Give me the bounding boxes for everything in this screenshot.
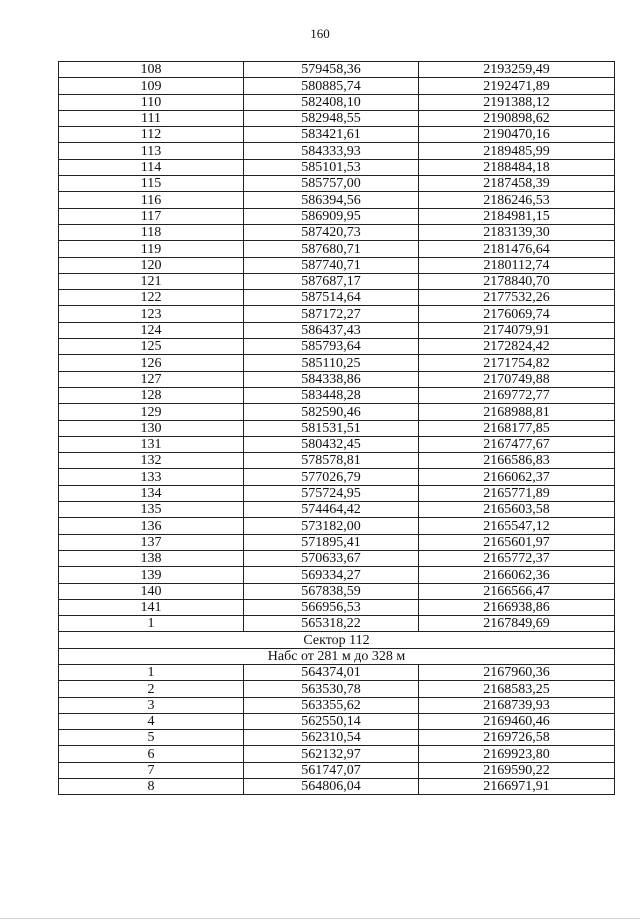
x-coordinate-cell: 585757,00 — [244, 176, 419, 192]
table-row — [59, 78, 615, 94]
y-coordinate-cell: 2168739,93 — [419, 697, 615, 713]
y-coordinate-cell: 2180112,74 — [419, 257, 615, 273]
point-number-cell: 110 — [59, 94, 244, 110]
x-coordinate-cell: 580432,45 — [244, 436, 419, 452]
x-coordinate-cell: 586437,43 — [244, 322, 419, 338]
table-row — [59, 599, 615, 615]
table-row — [59, 616, 615, 632]
x-coordinate-cell: 569334,27 — [244, 567, 419, 583]
y-coordinate-cell: 2165771,89 — [419, 485, 615, 501]
point-number-cell: 118 — [59, 224, 244, 240]
y-coordinate-cell: 2169726,58 — [419, 730, 615, 746]
y-coordinate-cell: 2166938,86 — [419, 599, 615, 615]
x-coordinate-cell: 567838,59 — [244, 583, 419, 599]
y-coordinate-cell: 2181476,64 — [419, 241, 615, 257]
x-coordinate-cell: 586909,95 — [244, 208, 419, 224]
x-coordinate-cell: 563355,62 — [244, 697, 419, 713]
x-coordinate-cell: 582948,55 — [244, 110, 419, 126]
table-row — [59, 224, 615, 240]
x-coordinate-cell: 573182,00 — [244, 518, 419, 534]
x-coordinate-cell: 574464,42 — [244, 502, 419, 518]
point-number-cell: 126 — [59, 355, 244, 371]
table-row — [59, 176, 615, 192]
table-row — [59, 371, 615, 387]
point-number-cell: 139 — [59, 567, 244, 583]
y-coordinate-cell: 2169590,22 — [419, 762, 615, 778]
table-row — [59, 762, 615, 778]
height-range-label: Набс от 281 м до 328 м — [59, 648, 615, 664]
table-row — [59, 583, 615, 599]
point-number-cell: 128 — [59, 387, 244, 403]
point-number-cell: 112 — [59, 127, 244, 143]
y-coordinate-cell: 2168177,85 — [419, 420, 615, 436]
point-number-cell: 6 — [59, 746, 244, 762]
x-coordinate-cell: 564806,04 — [244, 779, 419, 795]
x-coordinate-cell: 585793,64 — [244, 339, 419, 355]
y-coordinate-cell: 2166062,37 — [419, 469, 615, 485]
table-row — [59, 322, 615, 338]
x-coordinate-cell: 585110,25 — [244, 355, 419, 371]
point-number-cell: 130 — [59, 420, 244, 436]
point-number-cell: 133 — [59, 469, 244, 485]
sector-row — [59, 632, 615, 648]
y-coordinate-cell: 2169460,46 — [419, 713, 615, 729]
y-coordinate-cell: 2167849,69 — [419, 616, 615, 632]
x-coordinate-cell: 564374,01 — [244, 664, 419, 680]
point-number-cell: 127 — [59, 371, 244, 387]
table-row — [59, 469, 615, 485]
point-number-cell: 129 — [59, 404, 244, 420]
x-coordinate-cell: 586394,56 — [244, 192, 419, 208]
point-number-cell: 119 — [59, 241, 244, 257]
x-coordinate-cell: 562550,14 — [244, 713, 419, 729]
point-number-cell: 122 — [59, 290, 244, 306]
y-coordinate-cell: 2187458,39 — [419, 176, 615, 192]
y-coordinate-cell: 2169923,80 — [419, 746, 615, 762]
y-coordinate-cell: 2165772,37 — [419, 550, 615, 566]
x-coordinate-cell: 563530,78 — [244, 681, 419, 697]
point-number-cell: 121 — [59, 273, 244, 289]
point-number-cell: 125 — [59, 339, 244, 355]
y-coordinate-cell: 2166062,36 — [419, 567, 615, 583]
table-row — [59, 159, 615, 175]
x-coordinate-cell: 562132,97 — [244, 746, 419, 762]
point-number-cell: 116 — [59, 192, 244, 208]
y-coordinate-cell: 2176069,74 — [419, 306, 615, 322]
point-number-cell: 135 — [59, 502, 244, 518]
x-coordinate-cell: 582408,10 — [244, 94, 419, 110]
x-coordinate-cell: 579458,36 — [244, 62, 419, 78]
table-row — [59, 241, 615, 257]
x-coordinate-cell: 580885,74 — [244, 78, 419, 94]
table-row — [59, 273, 615, 289]
point-number-cell: 2 — [59, 681, 244, 697]
table-row — [59, 713, 615, 729]
x-coordinate-cell: 584333,93 — [244, 143, 419, 159]
table-row — [59, 290, 615, 306]
point-number-cell: 140 — [59, 583, 244, 599]
x-coordinate-cell: 566956,53 — [244, 599, 419, 615]
y-coordinate-cell: 2171754,82 — [419, 355, 615, 371]
table-row — [59, 208, 615, 224]
x-coordinate-cell: 587740,71 — [244, 257, 419, 273]
table-row — [59, 339, 615, 355]
y-coordinate-cell: 2168988,81 — [419, 404, 615, 420]
x-coordinate-cell: 587420,73 — [244, 224, 419, 240]
table-row — [59, 127, 615, 143]
table-row — [59, 192, 615, 208]
x-coordinate-cell: 562310,54 — [244, 730, 419, 746]
y-coordinate-cell: 2174079,91 — [419, 322, 615, 338]
height-row — [59, 648, 615, 664]
table-row — [59, 436, 615, 452]
x-coordinate-cell: 565318,22 — [244, 616, 419, 632]
table-row — [59, 420, 615, 436]
table-row — [59, 257, 615, 273]
x-coordinate-cell: 575724,95 — [244, 485, 419, 501]
x-coordinate-cell: 571895,41 — [244, 534, 419, 550]
x-coordinate-cell: 570633,67 — [244, 550, 419, 566]
y-coordinate-cell: 2193259,49 — [419, 62, 615, 78]
point-number-cell: 138 — [59, 550, 244, 566]
point-number-cell: 134 — [59, 485, 244, 501]
y-coordinate-cell: 2178840,70 — [419, 273, 615, 289]
table-row — [59, 534, 615, 550]
y-coordinate-cell: 2170749,88 — [419, 371, 615, 387]
x-coordinate-cell: 582590,46 — [244, 404, 419, 420]
table-row — [59, 485, 615, 501]
table-row — [59, 404, 615, 420]
point-number-cell: 141 — [59, 599, 244, 615]
point-number-cell: 5 — [59, 730, 244, 746]
y-coordinate-cell: 2184981,15 — [419, 208, 615, 224]
y-coordinate-cell: 2166566,47 — [419, 583, 615, 599]
table-row — [59, 306, 615, 322]
y-coordinate-cell: 2186246,53 — [419, 192, 615, 208]
coordinates-table-body-top — [59, 62, 615, 632]
table-row — [59, 387, 615, 403]
point-number-cell: 137 — [59, 534, 244, 550]
table-row — [59, 94, 615, 110]
point-number-cell: 120 — [59, 257, 244, 273]
table-row — [59, 355, 615, 371]
table-row — [59, 664, 615, 680]
y-coordinate-cell: 2166586,83 — [419, 453, 615, 469]
table-row — [59, 681, 615, 697]
x-coordinate-cell: 583421,61 — [244, 127, 419, 143]
table-row — [59, 110, 615, 126]
table-row — [59, 779, 615, 795]
point-number-cell: 108 — [59, 62, 244, 78]
table-row — [59, 746, 615, 762]
point-number-cell: 123 — [59, 306, 244, 322]
y-coordinate-cell: 2191388,12 — [419, 94, 615, 110]
y-coordinate-cell: 2165601,97 — [419, 534, 615, 550]
y-coordinate-cell: 2172824,42 — [419, 339, 615, 355]
y-coordinate-cell: 2165603,58 — [419, 502, 615, 518]
point-number-cell: 117 — [59, 208, 244, 224]
table-row — [59, 143, 615, 159]
x-coordinate-cell: 585101,53 — [244, 159, 419, 175]
sector-label: Сектор 112 — [59, 632, 615, 648]
y-coordinate-cell: 2190898,62 — [419, 110, 615, 126]
y-coordinate-cell: 2166971,91 — [419, 779, 615, 795]
table-row — [59, 62, 615, 78]
x-coordinate-cell: 581531,51 — [244, 420, 419, 436]
x-coordinate-cell: 587687,17 — [244, 273, 419, 289]
y-coordinate-cell: 2165547,12 — [419, 518, 615, 534]
point-number-cell: 132 — [59, 453, 244, 469]
coordinates-table-body-bottom — [59, 664, 615, 794]
y-coordinate-cell: 2168583,25 — [419, 681, 615, 697]
point-number-cell: 124 — [59, 322, 244, 338]
sector-header — [59, 632, 615, 665]
table-row — [59, 453, 615, 469]
table-row — [59, 518, 615, 534]
y-coordinate-cell: 2167960,36 — [419, 664, 615, 680]
y-coordinate-cell: 2177532,26 — [419, 290, 615, 306]
point-number-cell: 131 — [59, 436, 244, 452]
point-number-cell: 111 — [59, 110, 244, 126]
table-row — [59, 697, 615, 713]
y-coordinate-cell: 2167477,67 — [419, 436, 615, 452]
x-coordinate-cell: 561747,07 — [244, 762, 419, 778]
x-coordinate-cell: 583448,28 — [244, 387, 419, 403]
coordinates-table — [58, 61, 615, 795]
point-number-cell: 114 — [59, 159, 244, 175]
point-number-cell: 7 — [59, 762, 244, 778]
page-edge — [0, 918, 640, 919]
table-row — [59, 502, 615, 518]
table-row — [59, 730, 615, 746]
point-number-cell: 113 — [59, 143, 244, 159]
point-number-cell: 1 — [59, 664, 244, 680]
y-coordinate-cell: 2192471,89 — [419, 78, 615, 94]
x-coordinate-cell: 587172,27 — [244, 306, 419, 322]
x-coordinate-cell: 587514,64 — [244, 290, 419, 306]
point-number-cell: 3 — [59, 697, 244, 713]
point-number-cell: 8 — [59, 779, 244, 795]
y-coordinate-cell: 2188484,18 — [419, 159, 615, 175]
y-coordinate-cell: 2190470,16 — [419, 127, 615, 143]
x-coordinate-cell: 587680,71 — [244, 241, 419, 257]
x-coordinate-cell: 584338,86 — [244, 371, 419, 387]
y-coordinate-cell: 2183139,30 — [419, 224, 615, 240]
page-number: 160 — [310, 26, 330, 41]
point-number-cell: 109 — [59, 78, 244, 94]
table-row — [59, 550, 615, 566]
table-row — [59, 567, 615, 583]
x-coordinate-cell: 578578,81 — [244, 453, 419, 469]
point-number-cell: 4 — [59, 713, 244, 729]
x-coordinate-cell: 577026,79 — [244, 469, 419, 485]
point-number-cell: 136 — [59, 518, 244, 534]
y-coordinate-cell: 2169772,77 — [419, 387, 615, 403]
point-number-cell: 1 — [59, 616, 244, 632]
y-coordinate-cell: 2189485,99 — [419, 143, 615, 159]
point-number-cell: 115 — [59, 176, 244, 192]
